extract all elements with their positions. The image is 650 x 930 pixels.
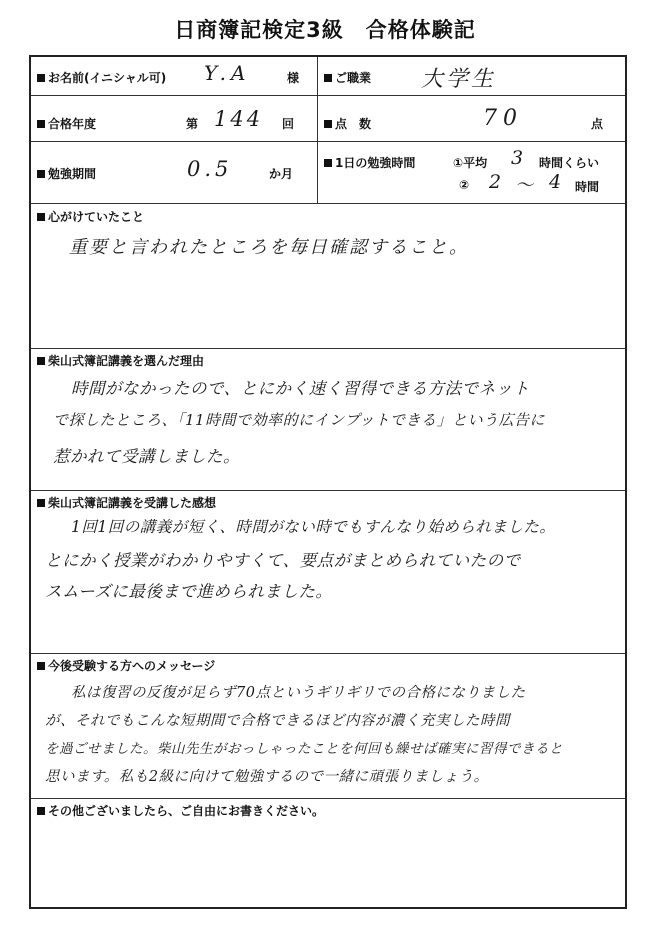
pass-count-label: 合格年度 (37, 115, 96, 132)
square-bullet-icon (37, 807, 45, 815)
occupation-value: 大学生 (421, 67, 497, 92)
reason-line: 時間がなかったので、とにかく速く習得できる方法でネット (71, 379, 530, 398)
impression-line: 1回1回の講義が短く、時間がない時でもすんなり始められました。 (71, 518, 556, 536)
mindset-line: 重要と言われたところを毎日確認すること。 (69, 237, 469, 258)
mindset-label: 心がけていたこと (37, 208, 144, 225)
pass-count-suffix: 回 (282, 117, 295, 131)
divider (31, 653, 625, 654)
impression-line: スムーズに最後まで進められました。 (45, 582, 333, 601)
daily-study-range-sep: 〜 (515, 175, 533, 196)
occupation-label: ご職業 (324, 69, 371, 86)
daily-study-range-suffix: 時間 (575, 180, 600, 194)
daily-study-avg-suffix: 時間くらい (539, 156, 600, 170)
divider (31, 203, 625, 204)
impression-line: とにかく授業がわかりやすくて、要点がまとめられていたので (45, 551, 521, 570)
message-line: を過ごせました。柴山先生がおっしゃったことを何回も繰せば確実に習得できると (45, 741, 563, 757)
square-bullet-icon (324, 159, 332, 167)
divider (31, 798, 625, 799)
square-bullet-icon (37, 120, 45, 128)
daily-study-avg-prefix: ①平均 (453, 156, 488, 170)
square-bullet-icon (37, 357, 45, 365)
message-line: が、それでもこんな短期間で合格できるほど内容が濃く充実した時間 (45, 713, 510, 729)
name-value: Y.A (204, 61, 251, 85)
daily-study-range-prefix: ② (459, 178, 470, 192)
impression-label: 柴山式簿記講義を受講した感想 (37, 494, 216, 511)
square-bullet-icon (37, 499, 45, 507)
score-label: 点 数 (324, 115, 371, 132)
square-bullet-icon (37, 170, 45, 178)
divider (317, 57, 318, 203)
other-label: その他ございましたら、ご自由にお書きください。 (37, 802, 324, 819)
score-value: 70 (483, 106, 523, 131)
message-line: 思います。私も2級に向けて勉強するので一緒に頑張りましょう。 (45, 769, 489, 785)
divider (31, 95, 625, 96)
daily-study-label: 1日の勉強時間 (324, 154, 415, 171)
study-period-value: 0.5 (187, 157, 233, 181)
reason-line: 惹かれて受講しました。 (53, 447, 240, 466)
page-title: 日商簿記検定3級 合格体験記 (174, 18, 476, 42)
score-suffix: 点 (591, 117, 604, 131)
study-period-label: 勉強期間 (37, 165, 96, 182)
daily-study-range-from: 2 (489, 171, 502, 193)
reason-label: 柴山式簿記講義を選んだ理由 (37, 352, 204, 369)
reason-line: で探したところ、「11時間で効率的にインプットできる」という広告に (53, 411, 546, 429)
square-bullet-icon (37, 74, 45, 82)
message-label: 今後受験する方へのメッセージ (37, 657, 215, 674)
message-line: 私は復習の反復が足らず70点というギリギリでの合格になりました (71, 685, 526, 701)
square-bullet-icon (324, 120, 332, 128)
study-period-suffix: か月 (269, 167, 294, 181)
divider (31, 348, 625, 349)
square-bullet-icon (37, 213, 45, 221)
divider (31, 490, 625, 491)
pass-count-value: 144 (214, 107, 264, 131)
pass-count-prefix: 第 (186, 117, 199, 131)
name-label: お名前(イニシャル可) (37, 69, 166, 86)
name-suffix: 様 (287, 71, 300, 85)
testimonial-form (29, 55, 627, 909)
square-bullet-icon (37, 662, 45, 670)
square-bullet-icon (324, 74, 332, 82)
daily-study-avg-value: 3 (511, 147, 524, 169)
divider (31, 141, 625, 142)
daily-study-range-to: 4 (549, 171, 562, 193)
